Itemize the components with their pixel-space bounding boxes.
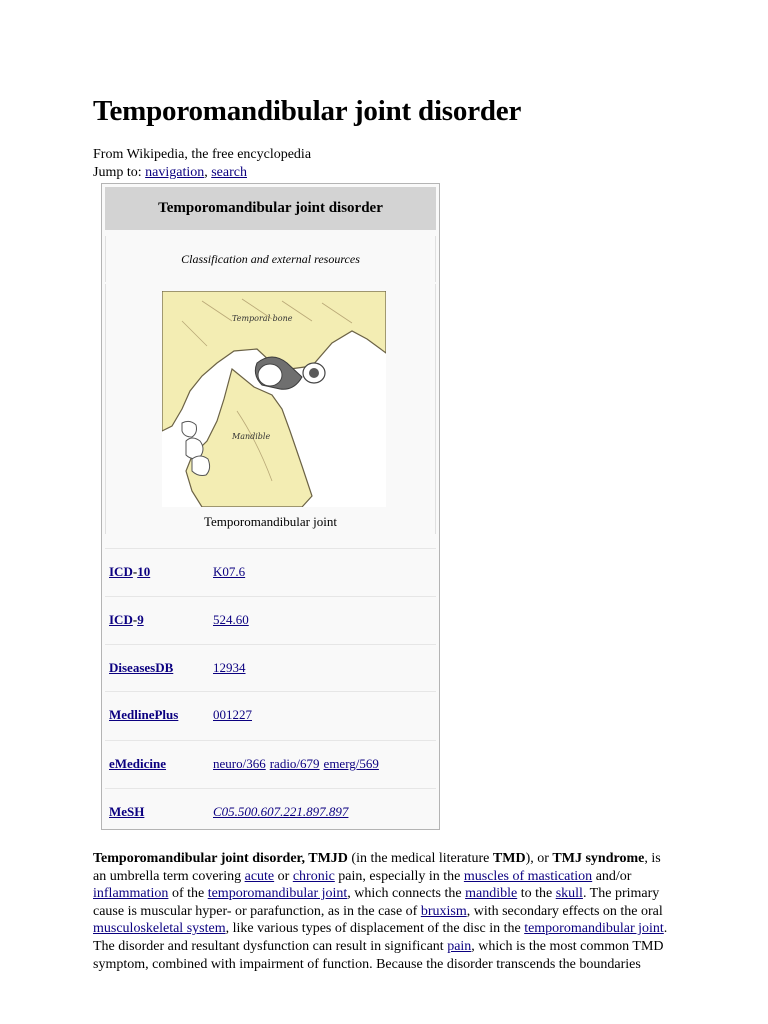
text-run: and/or	[592, 868, 632, 884]
icd-link[interactable]: ICD	[109, 564, 133, 579]
text-run: or	[274, 868, 293, 884]
row-value	[213, 707, 252, 723]
row-key	[109, 707, 178, 723]
row-key	[109, 564, 150, 580]
label-mandible: Mandible	[232, 432, 271, 441]
link-acute[interactable]: acute	[244, 868, 275, 884]
icd-9-link[interactable]: 9	[137, 612, 144, 627]
infobox-row-icd9	[105, 596, 436, 640]
medlineplus-link[interactable]: MedlinePlus	[109, 707, 179, 722]
infobox-row-medlineplus	[105, 691, 436, 735]
text-run: . The disorder and resultant dysfunction can result in significant	[93, 921, 668, 954]
site-subtitle: From Wikipedia, the free encyclopedia	[93, 147, 312, 162]
link-muscles-of-mastication[interactable]: muscles of mastication	[463, 868, 593, 884]
row-key	[109, 804, 144, 820]
emedicine-radio-link[interactable]: radio/679	[269, 756, 320, 771]
icd-10-link[interactable]: 10	[137, 564, 151, 579]
text-run: . The primary cause is muscular hyper- or parafunction, as in the case of	[93, 886, 660, 919]
diseasesdb-link[interactable]: DiseasesDB	[109, 660, 174, 675]
jump-search-link[interactable]: search	[211, 165, 247, 180]
jaw-illustration[interactable]	[162, 291, 386, 507]
jump-links	[93, 164, 247, 182]
text-run: of the	[168, 886, 208, 902]
infobox-row-icd10	[105, 548, 436, 592]
icd-link[interactable]: ICD	[109, 612, 133, 627]
lead-paragraph	[93, 850, 673, 973]
icd9-code-link[interactable]: 524.60	[213, 612, 249, 627]
emedicine-link[interactable]: eMedicine	[109, 756, 167, 771]
link-chronic[interactable]: chronic	[292, 868, 335, 884]
text-run: (in the medical literature	[347, 851, 493, 866]
row-value	[213, 756, 379, 772]
link-skull[interactable]: skull	[555, 886, 583, 902]
link-musculoskeletal-system[interactable]: musculoskeletal system	[93, 921, 226, 937]
text-run: , which is the most common TMD symptom, combined with impairment of function. Because the disorder transcends the boundaries	[93, 938, 664, 972]
text-run: , like various types of displacement of the disc in the	[225, 921, 525, 937]
jump-navigation-link[interactable]: navigation	[145, 165, 205, 180]
infobox-row-mesh	[105, 788, 436, 826]
jump-prefix: Jump to:	[93, 165, 146, 180]
row-value	[213, 660, 246, 676]
row-value	[213, 564, 245, 580]
text-run: to the	[517, 886, 556, 902]
jump-separator: ,	[204, 165, 212, 180]
label-temporal-bone: Temporal bone	[232, 314, 293, 323]
key-separator: -	[132, 564, 138, 579]
infobox-image-cell	[105, 284, 436, 534]
text-run: ), or	[525, 851, 553, 866]
link-temporomandibular-joint[interactable]: temporomandibular joint	[207, 886, 348, 902]
diseasesdb-code-link[interactable]: 12934	[213, 660, 246, 675]
infobox-header: Temporomandibular joint disorder	[105, 187, 436, 230]
text-run: pain, especially in the	[334, 868, 464, 884]
article-body	[93, 850, 673, 973]
infobox	[101, 183, 440, 830]
link-pain[interactable]: pain	[447, 938, 472, 954]
image-caption: Temporomandibular joint	[203, 514, 338, 529]
medlineplus-code-link[interactable]: 001227	[213, 707, 252, 722]
mesh-code-link[interactable]: C05.500.607.221.897.897	[213, 804, 349, 819]
row-key	[109, 660, 173, 676]
term-tmj: TMJ syndrome	[552, 851, 645, 866]
link-inflammation[interactable]: inflammation	[93, 886, 169, 902]
row-key	[109, 756, 166, 772]
row-value	[213, 804, 348, 820]
term-tmd: TMD	[492, 851, 526, 866]
row-value	[213, 612, 249, 628]
row-key	[109, 612, 144, 628]
emedicine-emerg-link[interactable]: emerg/569	[323, 756, 379, 771]
emedicine-neuro-link[interactable]: neuro/366	[213, 756, 266, 771]
link-bruxism[interactable]: bruxism	[420, 903, 467, 919]
page-title: Temporomandibular joint disorder	[93, 95, 522, 127]
link-mandible[interactable]: mandible	[465, 886, 518, 902]
icd10-code-link[interactable]: K07.6	[213, 564, 246, 579]
link-temporomandibular-joint-2[interactable]: temporomandibular joint	[524, 921, 664, 937]
term-bold: Temporomandibular joint disorder, TMJD	[93, 851, 348, 866]
infobox-row-diseasesdb	[105, 644, 436, 688]
mesh-link[interactable]: MeSH	[109, 804, 145, 819]
text-run: , with secondary effects on the oral	[466, 903, 663, 919]
infobox-subheader: Classification and external resources	[105, 236, 436, 282]
infobox-row-emedicine	[105, 740, 436, 784]
key-separator: -	[132, 612, 138, 627]
text-run: , which connects the	[347, 886, 466, 902]
text-run: , is an umbrella term covering	[93, 851, 661, 884]
